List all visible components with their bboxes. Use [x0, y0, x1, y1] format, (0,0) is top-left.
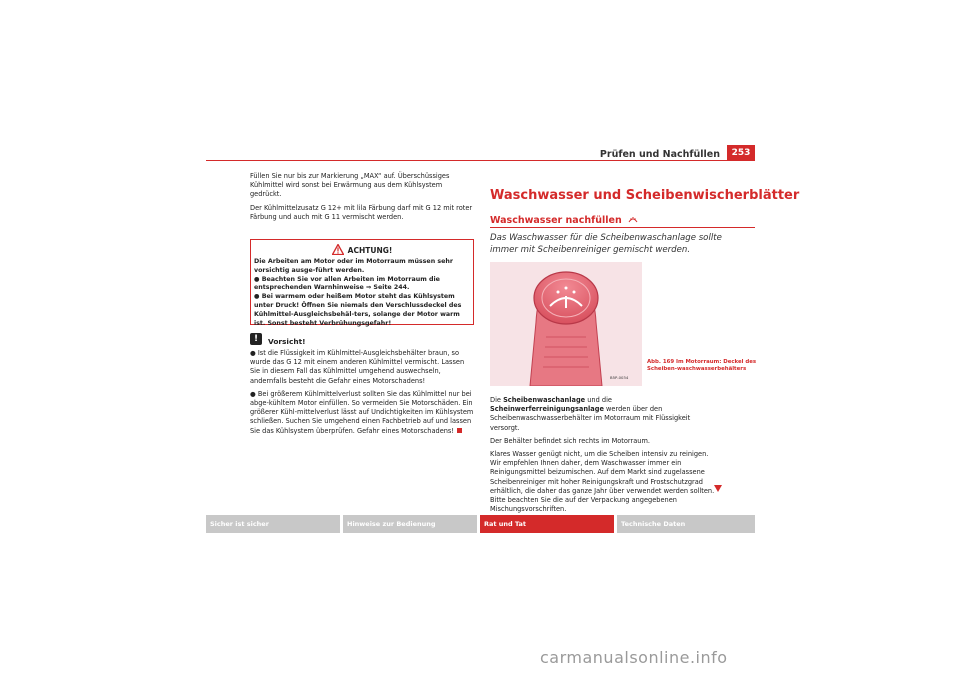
- exclamation-icon: !: [250, 333, 262, 345]
- warning-title: ACHTUNG!: [347, 246, 393, 255]
- caution-item: ● Ist die Flüssigkeit im Kühlmittel-Ausgleichsbehälter braun, so wurde das G 12 mit einem anderen Kühlmittel vermischt. Lassen Sie in diesem Fall das Kühlmittel umgehend auswechseln, andernfalls besteht die Gefahr eines Motorschadens!: [250, 349, 465, 385]
- warning-line: Die Arbeiten am Motor oder im Motorraum müssen sehr vorsichtig ausge-führt werden.: [254, 258, 453, 274]
- footer-tab-hinweise[interactable]: Hinweise zur Bedienung: [343, 515, 477, 533]
- footer-tab-rat-und-tat[interactable]: Rat und Tat: [480, 515, 614, 533]
- intro-paragraph: Der Kühlmittelzusatz G 12+ mit lila Färbung darf mit G 12 mit roter Färbung und auch mit G 11 vermischt werden.: [250, 203, 473, 221]
- warning-line: ● Bei warmem oder heißem Motor steht das Kühlsystem unter Druck! Öffnen Sie niemals den Verschlussdeckel des Kühlmittel-Ausgleichsbehäl-ters, solange der Motor warm ist. Sonst besteht Verbrühungsgefahr!: [254, 293, 462, 327]
- washer-reservoir-cap-figure: [490, 262, 642, 386]
- page-number: 253: [727, 145, 755, 161]
- warning-body: [254, 258, 470, 328]
- warning-header: [251, 244, 473, 255]
- subsection-rule: [490, 227, 755, 228]
- body-paragraph: Die Scheibenwaschanlage und die Scheinwerferreinigungsanlage werden über den Scheibenwaschwasserbehälter im Motorraum mit Flüssigkeit versorgt.: [490, 396, 691, 432]
- figure-caption: Abb. 169 Im Motorraum: Deckel des Scheiben-waschwasserbehälters: [647, 359, 757, 372]
- wiper-fluid-icon: [628, 215, 638, 224]
- intro-paragraph: Füllen Sie nur bis zur Markierung „MAX“ auf. Überschüssiges Kühlmittel wird sonst bei Erwärmung aus dem Kühlsystem gedrückt.: [250, 172, 450, 199]
- intro-text: [250, 172, 475, 226]
- bullet: ●: [254, 275, 262, 283]
- caution-header: [250, 333, 306, 346]
- body-paragraph: Der Behälter befindet sich rechts im Motorraum.: [490, 436, 650, 445]
- continue-arrow-icon: [714, 485, 722, 492]
- subsection-heading: Waschwasser nachfüllen: [490, 215, 638, 226]
- bullet: ●: [254, 293, 262, 301]
- footer-tab-technische-daten[interactable]: Technische Daten: [617, 515, 755, 533]
- watermark-text: carmanualsonline.info: [540, 648, 728, 667]
- footer-tab-sicher[interactable]: Sicher ist sicher: [206, 515, 340, 533]
- figure-code: B5P-0034: [610, 375, 629, 380]
- body-paragraph: Klares Wasser genügt nicht, um die Scheiben intensiv zu reinigen. Wir empfehlen Ihnen daher, dem Waschwasser immer ein Reinigungsmittel beizumischen. Auf dem Markt sind zugelassene Scheibenreiniger mit hoher Reinigungskraft und Frostschutzgrad erhältlich, die daher das ganze Jahr über verwendet werden sollten. Bitte beachten Sie die auf der Verpackung angegebenen Mischungsvorschriften.: [490, 450, 715, 514]
- warning-triangle-icon: [332, 244, 344, 255]
- caution-title: Vorsicht!: [268, 337, 306, 346]
- bullet: ●: [250, 349, 258, 357]
- section-heading: Waschwasser und Scheibenwischerblätter: [490, 188, 800, 203]
- caution-list: [250, 349, 475, 440]
- bullet: ●: [250, 389, 258, 398]
- warning-line: ● Beachten Sie vor allen Arbeiten im Motorraum die entsprechenden Warnhinweise ⇒ Seite 244.: [254, 275, 440, 292]
- header-rule: [206, 160, 755, 161]
- warning-box: [250, 239, 474, 325]
- section-end-marker: [457, 428, 462, 433]
- body-text: [490, 396, 716, 518]
- caution-item: ● Bei größerem Kühlmittelverlust sollten Sie das Kühlmittel nur bei abge-kühltem Motor einfüllen. So vermeiden Sie Motorschäden. Ein größerer Kühl-mittelverlust lässt auf Undichtigkeiten im Kühlsystem schließen. Suchen Sie umgehend einen Fachbetrieb auf und lassen Sie das Kühlsystem überprüfen. Gefahr eines Motorschadens!: [250, 389, 474, 435]
- lead-paragraph: Das Waschwasser für die Scheibenwaschanlage sollte immer mit Scheibenreiniger gemischt werden.: [490, 233, 722, 255]
- page-header-title: Prüfen und Nachfüllen: [599, 149, 720, 160]
